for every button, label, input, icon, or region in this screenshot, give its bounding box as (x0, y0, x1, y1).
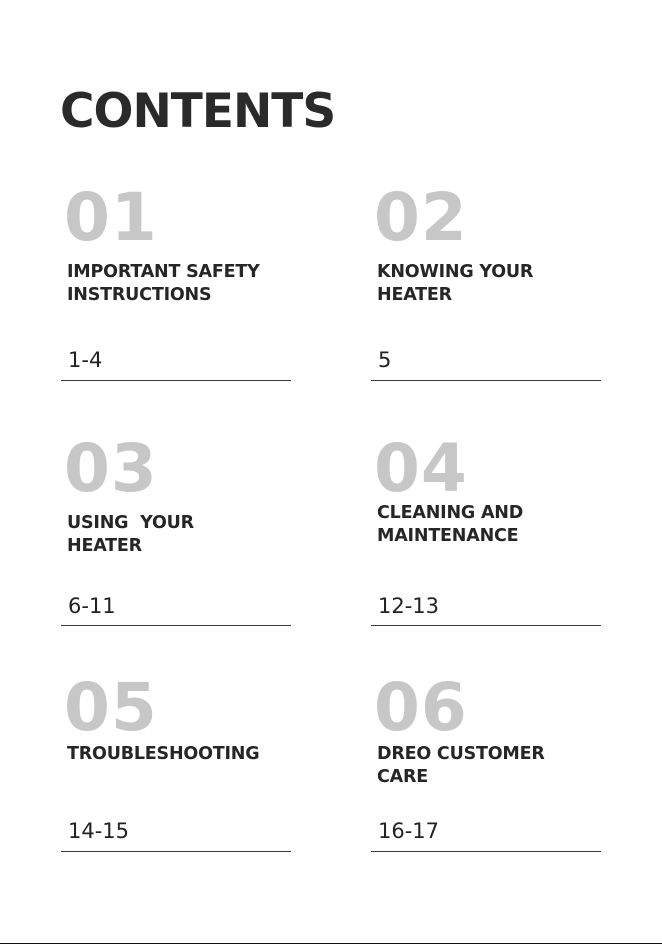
section-divider (371, 625, 601, 626)
section-title (377, 743, 545, 789)
section-number: 02 (374, 179, 468, 256)
section-number: 06 (374, 669, 468, 746)
section-title-line: IMPORTANT SAFETY (67, 262, 260, 282)
section-page-range: 14-15 (68, 819, 130, 843)
section-page-range: 1-4 (68, 348, 103, 372)
section-divider (371, 851, 601, 852)
section-title-line: HEATER (377, 285, 452, 305)
section-number: 01 (64, 179, 158, 256)
section-page-range: 16-17 (378, 819, 440, 843)
section-title-line: INSTRUCTIONS (67, 285, 212, 305)
section-title-line: CARE (377, 767, 429, 787)
section-number: 04 (374, 430, 468, 507)
page-title: CONTENTS (60, 84, 336, 139)
page-bottom-rule (0, 943, 662, 944)
section-title-line: MAINTENANCE (377, 526, 519, 546)
section-divider (61, 625, 291, 626)
section-title (67, 743, 259, 766)
section-title (377, 261, 533, 307)
section-number: 05 (64, 669, 158, 746)
section-divider (61, 380, 291, 381)
section-title (67, 261, 260, 307)
section-page-range: 6-11 (68, 594, 116, 618)
section-title (377, 502, 523, 548)
section-divider (371, 380, 601, 381)
section-title (67, 512, 194, 558)
section-page-range: 12-13 (378, 594, 440, 618)
section-title-line: CLEANING AND (377, 503, 524, 523)
section-title-line: USING YOUR (67, 513, 194, 533)
section-title-line: HEATER (67, 536, 142, 556)
section-title-line: DREO CUSTOMER (377, 744, 545, 764)
section-page-range: 5 (378, 348, 392, 372)
section-divider (61, 851, 291, 852)
section-title-line: TROUBLESHOOTING (67, 744, 260, 764)
section-title-line: KNOWING YOUR (377, 262, 534, 282)
section-number: 03 (64, 430, 158, 507)
